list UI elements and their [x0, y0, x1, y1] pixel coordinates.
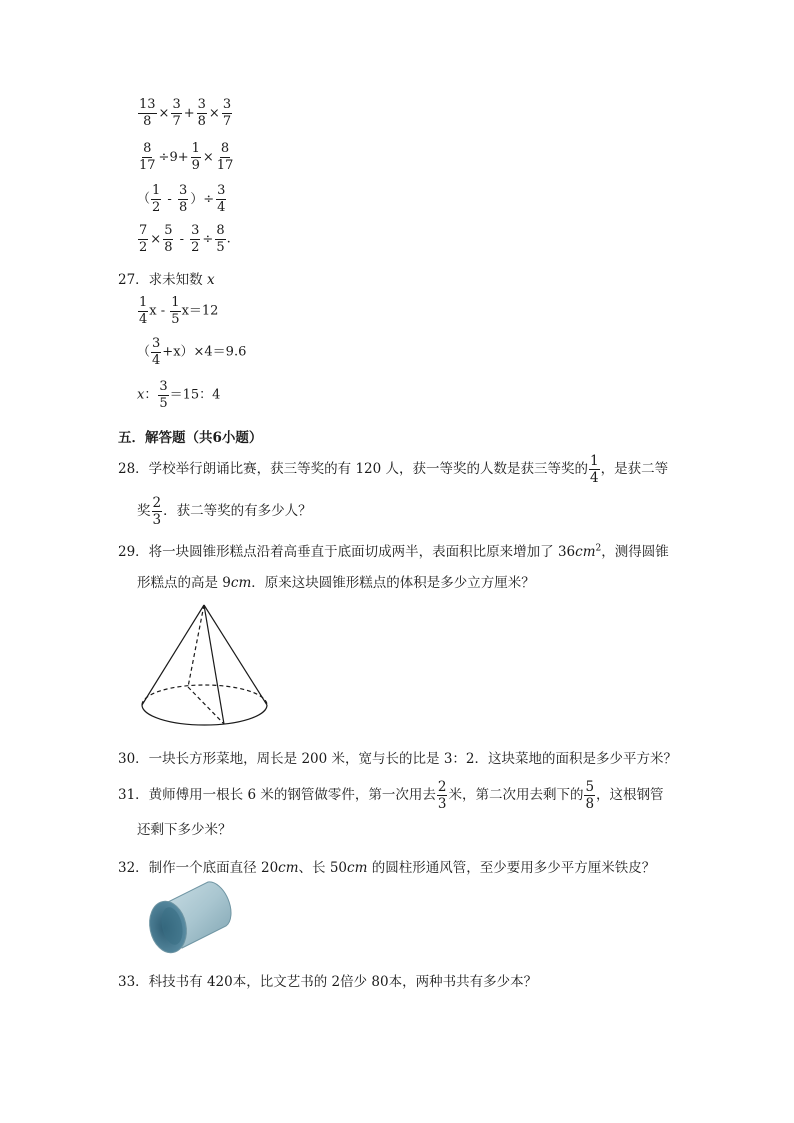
fraction: $\frac{2}{3}$: [437, 779, 447, 813]
equation-27-3: x： $\frac{3}{5}$ ＝15：4: [137, 379, 221, 411]
fraction: $\frac{8}{17}$: [216, 141, 234, 173]
question-30: 30．一块长方形菜地，周长是 200 米，宽与长的比是 3：2．这块菜地的面积是多少平方米？: [118, 751, 677, 767]
fraction: $\frac{8}{5}$: [216, 223, 225, 255]
fraction: $\frac{3}{7}$: [172, 97, 181, 129]
fraction: $\frac{3}{5}$: [159, 379, 168, 411]
fraction: $\frac{3}{2}$: [191, 223, 200, 255]
fraction: $\frac{3}{4}$: [152, 336, 161, 368]
question-31-line1: 31．黄师傅用一根长 6 米的钢管做零件，第一次用去 $\frac{2}{3}$ 米，第二次用去剩下的 $\frac{5}{8}$ ，这根钢管: [118, 779, 664, 813]
question-33: 33．科技书有 420本，比文艺书的 2倍少 80本，两种书共有多少本？: [118, 974, 538, 990]
cone-base-back: [142, 685, 267, 705]
equation-27-1: $\frac{1}{4}$ x - $\frac{1}{5}$ x＝12: [139, 295, 219, 327]
fraction: $\frac{1}{5}$: [171, 295, 180, 327]
section-title: 五．解答题（共6小题）: [118, 430, 263, 446]
fraction: $\frac{2}{3}$: [152, 495, 162, 529]
question-27-label: 27．求未知数 x: [118, 272, 215, 288]
fraction: $\frac{5}{8}$: [164, 223, 173, 255]
cone-base-front: [142, 705, 267, 725]
fraction: $\frac{1}{2}$: [152, 183, 161, 215]
question-29-line1: 29．将一块圆锥形糕点沿着高垂直于底面切成两半，表面积比原来增加了 $36cm^2$，测得圆锥: [118, 543, 669, 560]
pipe-figure: [142, 878, 234, 956]
fraction: $\frac{1}{4}$: [139, 295, 148, 327]
fraction: $\frac{8}{17}$: [139, 141, 156, 173]
fraction: $\frac{3}{4}$: [217, 183, 226, 215]
fraction: $\frac{3}{7}$: [222, 97, 232, 129]
cone-figure: [136, 602, 272, 730]
fraction: $\frac{13}{8}$: [139, 97, 156, 129]
exercise-26-2: $\frac{8}{17}$ ÷9+ $\frac{1}{9}$ × $\frac{8}{17}$: [139, 141, 234, 173]
equation-27-2: （ $\frac{3}{4}$ +x）×4＝9.6: [137, 336, 247, 368]
exercise-26-3: （ $\frac{1}{2}$ - $\frac{3}{8}$ ）÷ $\frac{3}{4}$: [137, 183, 226, 215]
question-29-line2: 形糕点的高是 9cm．原来这块圆锥形糕点的体积是多少立方厘米？: [137, 575, 535, 591]
question-32: 32．制作一个底面直径 20cm、长 50cm 的圆柱形通风管，至少要用多少平方厘米铁皮？: [118, 860, 656, 876]
fraction: $\frac{1}{9}$: [191, 141, 200, 173]
question-31-line2: 还剩下多少米？: [137, 822, 232, 838]
fraction: $\frac{5}{8}$: [585, 779, 595, 813]
cone-cut-line-front: [204, 605, 224, 724]
exercise-26-4: $\frac{7}{2}$ × $\frac{5}{8}$ - $\frac{3}{2}$ ÷ $\frac{8}{5}$ .: [139, 223, 231, 255]
question-28-line1: 28．学校举行朗诵比赛，获三等奖的有 120 人，获一等奖的人数是获三等奖的 $\frac{1}{4}$ ，是获二等: [118, 453, 669, 487]
cone-right-edge: [204, 605, 267, 705]
fraction: $\frac{3}{8}$: [178, 183, 188, 215]
fraction: $\frac{1}{4}$: [590, 453, 599, 487]
question-28-line2: 奖 $\frac{2}{3}$ ．获二等奖的有多少人？: [137, 495, 312, 529]
exercise-26-1: $\frac{13}{8}$ × $\frac{3}{7}$ + $\frac{3}{8}$ × $\frac{3}{7}$: [139, 97, 232, 129]
fraction: $\frac{7}{2}$: [139, 223, 148, 255]
fraction: $\frac{3}{8}$: [197, 97, 206, 129]
